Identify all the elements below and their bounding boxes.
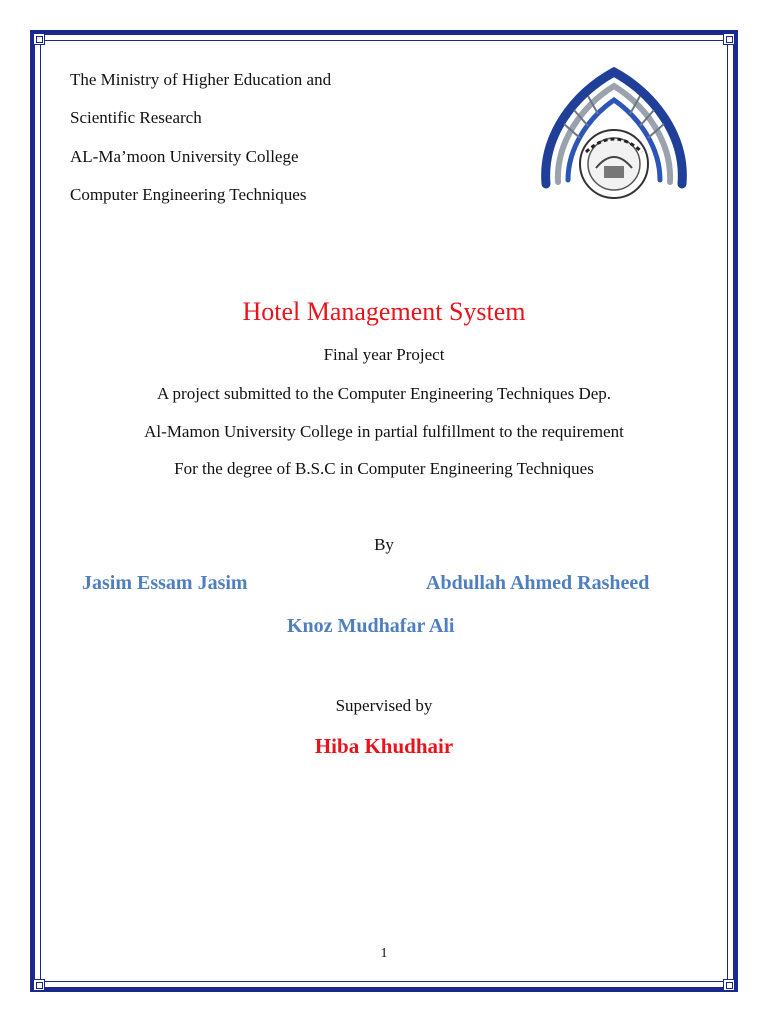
author-name: Jasim Essam Jasim bbox=[82, 572, 248, 594]
university-logo bbox=[534, 66, 694, 206]
department-name: Computer Engineering Techniques bbox=[70, 185, 307, 204]
project-title: Hotel Management System bbox=[242, 297, 526, 326]
supervisor-name: Hiba Khudhair bbox=[314, 734, 454, 758]
border-corner-ornament bbox=[33, 979, 45, 991]
border-corner-ornament bbox=[33, 33, 45, 45]
author-name: Knoz Mudhafar Ali bbox=[287, 615, 455, 637]
ministry-line-1: The Ministry of Higher Education and bbox=[70, 70, 332, 89]
border-corner-ornament bbox=[723, 33, 735, 45]
ministry-line-2: Scientific Research bbox=[70, 108, 202, 127]
supervised-by-label: Supervised by bbox=[335, 696, 433, 715]
description-line: A project submitted to the Computer Engineering Techniques Dep. bbox=[156, 384, 612, 403]
page-number: 1 bbox=[380, 946, 388, 961]
description-line: Al-Mamon University College in partial fulfillment to the requirement bbox=[144, 422, 624, 441]
author-name: Abdullah Ahmed Rasheed bbox=[426, 572, 650, 594]
by-label: By bbox=[374, 535, 394, 554]
border-corner-ornament bbox=[723, 979, 735, 991]
university-name: AL-Ma’moon University College bbox=[70, 147, 299, 166]
project-subtitle: Final year Project bbox=[323, 345, 445, 364]
description-line: For the degree of B.S.C in Computer Engineering Techniques bbox=[174, 459, 594, 478]
